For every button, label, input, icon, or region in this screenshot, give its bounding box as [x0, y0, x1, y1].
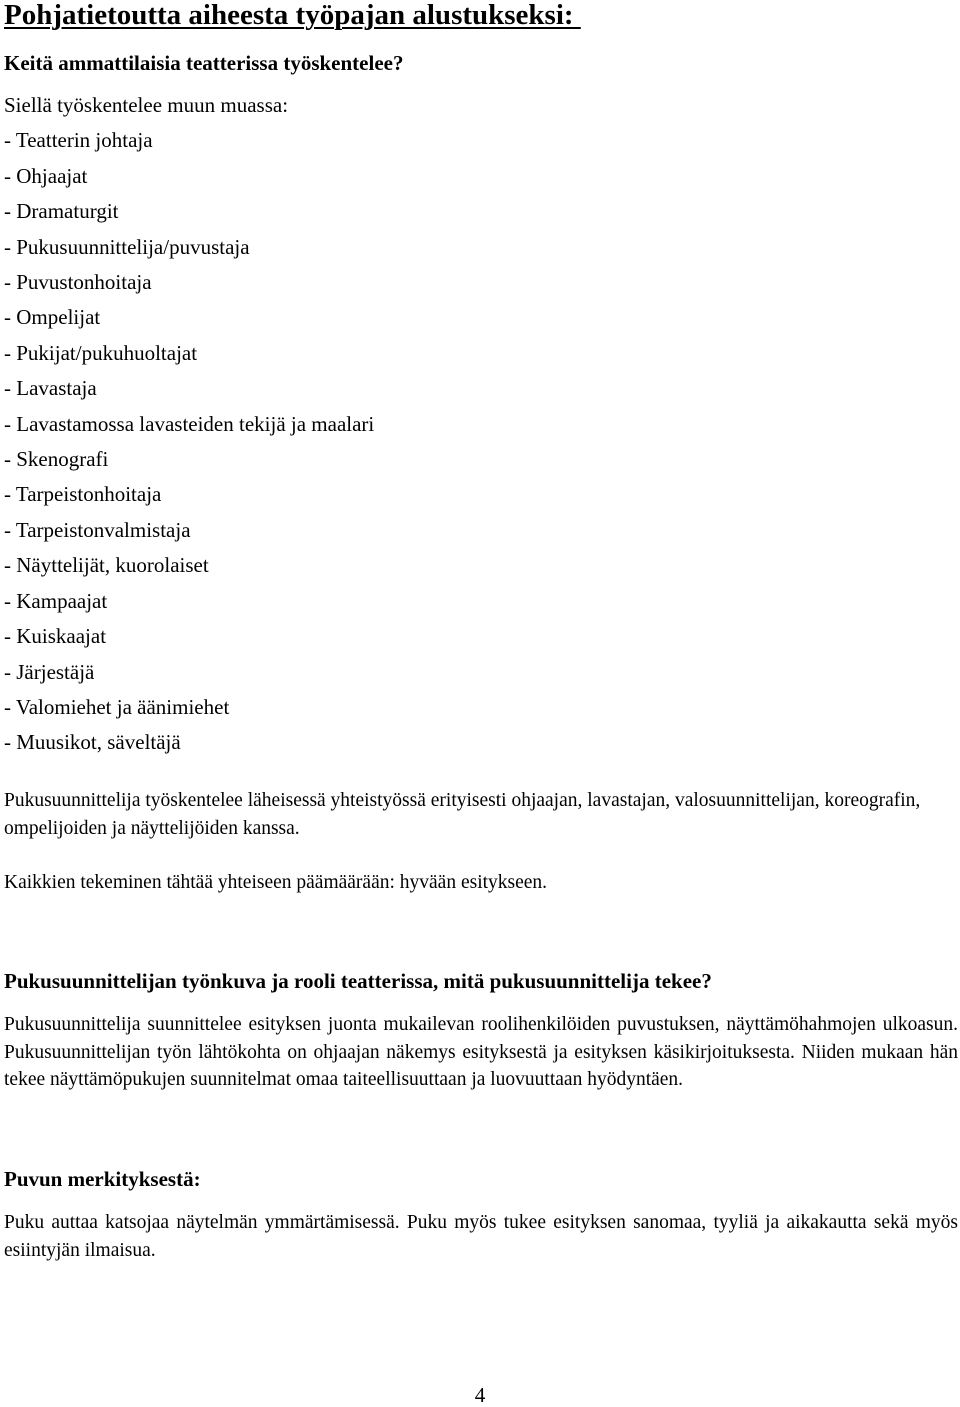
roles-list: [4, 123, 374, 760]
role-item: - Ohjaajat: [4, 163, 88, 188]
intro-text: Siellä työskentelee muun muassa:: [4, 93, 289, 117]
role-item: - Puvustonhoitaja: [4, 270, 152, 295]
role-item: - Teatterin johtaja: [4, 128, 153, 153]
role-item: - Näyttelijät, kuorolaiset: [4, 553, 209, 578]
role-item: - Tarpeistonhoitaja: [4, 482, 162, 507]
professionals-section: [4, 88, 374, 761]
role-item: - Dramaturgit: [4, 199, 119, 224]
role-item: - Lavastamossa lavasteiden tekijä ja maalari: [4, 411, 375, 436]
collaboration-paragraph: Pukusuunnittelija työskentelee läheisessä yhteistyössä erityisesti ohjaajan, lavastajan, valosuunnittelijan, koreografin, ompelijoiden ja näyttelijöiden kanssa.: [4, 790, 921, 839]
role-item: - Pukusuunnittelija/puvustaja: [4, 234, 250, 259]
page-title: Pohjatietoutta aiheesta työpajan alustukseksi:: [4, 0, 581, 31]
role-item: - Skenografi: [4, 447, 109, 472]
section-heading-role: Pukusuunnittelijan työnkuva ja rooli teatterissa, mitä pukusuunnittelija tekee?: [4, 969, 712, 993]
role-item: - Kuiskaajat: [4, 624, 107, 649]
section-heading-professionals: Keitä ammattilaisia teatterissa työskentelee?: [4, 51, 404, 75]
role-item: - Lavastaja: [4, 376, 97, 401]
role-item: - Muusikot, säveltäjä: [4, 730, 181, 755]
role-item: - Kampaajat: [4, 588, 108, 613]
role-description-paragraph: Pukusuunnittelija suunnittelee esityksen juonta mukailevan roolihenkilöiden puvustuksen, näyttämöhahmojen ulkoasun. Pukusuunnittelijan työn lähtökohta on ohjaajan näkemys esityksestä ja esityksen käsikirjoituksesta. Niiden mukaan hän tekee näyttämöpukujen suunnitelmat omaa taiteellisuuttaan ja luovuuttaan hyödyntäen.: [4, 1014, 958, 1090]
role-item: - Ompelijat: [4, 305, 101, 330]
role-item: - Valomiehet ja äänimiehet: [4, 694, 230, 719]
role-item: - Järjestäjä: [4, 659, 95, 684]
costume-meaning-paragraph: Puku auttaa katsojaa näytelmän ymmärtämisessä. Puku myös tukee esityksen sanomaa, tyyliä ja aikakautta sekä myös esiintyjän ilmaisua.: [4, 1212, 958, 1261]
role-item: - Tarpeistonvalmistaja: [4, 517, 191, 542]
role-item: - Pukijat/pukuhuoltajat: [4, 340, 198, 365]
common-goal-paragraph: Kaikkien tekeminen tähtää yhteiseen päämäärään: hyvään esitykseen.: [4, 872, 548, 893]
section-heading-costume-meaning: Puvun merkityksestä:: [4, 1167, 201, 1191]
page-number: 4: [474, 1383, 486, 1407]
